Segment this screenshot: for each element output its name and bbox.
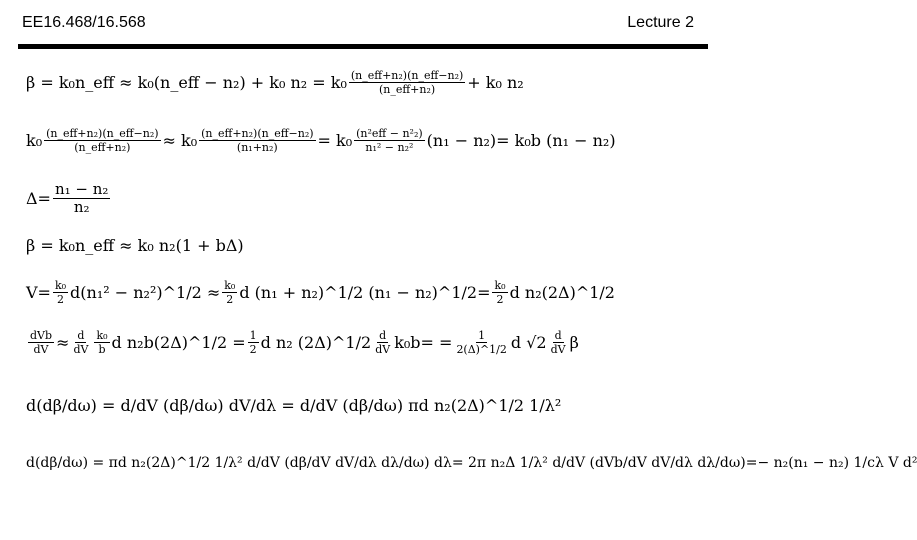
eq6-num5: d [379,329,387,342]
equation-beta-expansion [26,70,524,95]
equation-beta-approx [26,238,244,254]
eq6-den7: dV [550,343,566,356]
eq3-fraction [53,182,110,215]
eq5-mid1: d(n₁² − n₂²)^1/2 ≈ [70,282,221,302]
eq2-num1: (n_eff+n₂)(n_eff−n₂) [46,127,159,140]
eq2-fraction-1 [44,128,160,153]
eq2-fraction-3 [354,128,425,153]
eq6-fraction-3 [94,330,109,355]
eq1-fraction [349,70,465,95]
eq5-fraction-2 [222,280,237,305]
eq2-rhs: (n₁ − n₂)= k₀b (n₁ − n₂) [426,130,616,150]
eq6-num4: 1 [249,329,257,342]
eq6-mid4: k₀b= = [394,332,453,352]
eq6-fraction-2 [71,330,90,355]
eq8-text: d(dβ/dω) = πd n₂(2Δ)^1/2 1/λ² d/dV (dβ/dV dV/dλ dλ/dω) dλ= 2π n₂Δ 1/λ² d/dV (dVb/dV dV/dλ dλ/dω)=− n₂(n₁ − n₂) 1/cλ V d² [26,455,917,471]
eq2-num2: (n_eff+n₂)(n_eff−n₂) [201,127,314,140]
eq5-fraction-1 [53,280,68,305]
eq6-den6: 2(Δ)^1/2 [456,343,507,356]
eq5-mid2: d (n₁ + n₂)^1/2 (n₁ − n₂)^1/2= [239,282,491,302]
eq3-lhs: Δ= [26,188,51,208]
eq6-num2: d [77,329,85,342]
eq5-num3: k₀ [494,279,506,292]
eq2-lhs: k₀ [26,130,43,150]
eq6-fraction-1 [28,330,54,355]
eq5-den1: 2 [57,293,64,306]
eq1-rhs: + k₀ n₂ [467,72,524,92]
eq6-tail: β [569,332,579,352]
eq6-mid1: ≈ [56,332,70,352]
eq3-den: n₂ [73,198,90,216]
eq6-den2: dV [73,343,89,356]
eq3-num: n₁ − n₂ [54,180,109,198]
eq6-den4: 2 [249,343,257,356]
eq5-num1: k₀ [54,279,67,292]
eq6-num3: k₀ [96,329,108,342]
course-code: EE16.468/16.568 [22,14,146,31]
eq7-text: d(dβ/dω) = d/dV (dβ/dω) dV/dλ = d/dV (dβ/dω) πd n₂(2Δ)^1/2 1/λ² [26,396,562,415]
eq6-num1: dVb [30,329,53,342]
equation-delta [26,182,112,215]
eq2-mid1: ≈ k₀ [162,130,198,150]
eq4-text: β = k₀n_eff ≈ k₀ n₂(1 + bΔ) [26,236,244,255]
eq6-fraction-4 [248,330,259,355]
eq2-num3: (n²eff − n²₂) [356,127,423,140]
eq2-den3: n₁² − n₂² [365,141,414,154]
eq6-den3: b [98,343,106,356]
equation-dispersion-1 [26,398,561,414]
eq6-mid2: d n₂b(2Δ)^1/2 = [111,332,246,352]
eq5-den2: 2 [226,293,234,306]
equation-dvb-dv [26,330,579,355]
eq2-mid2: = k₀ [317,130,353,150]
eq6-num6: 1 [478,329,486,342]
eq1-denominator: (n_eff+n₂) [378,83,436,96]
eq1-numerator: (n_eff+n₂)(n_eff−n₂) [350,69,464,82]
eq6-mid3: d n₂ (2Δ)^1/2 [260,332,372,352]
eq6-fraction-7 [549,330,568,355]
equation-dispersion-2 [26,456,917,470]
eq6-den1: dV [33,343,49,356]
eq6-den5: dV [375,343,391,356]
eq5-den3: 2 [496,293,504,306]
equation-v-number [26,280,615,305]
eq2-fraction-2 [199,128,315,153]
eq2-den1: (n_eff+n₂) [74,141,131,154]
eq5-num2: k₀ [224,279,236,292]
lecture-title: Lecture 2 [627,14,694,31]
eq6-fraction-6 [454,330,508,355]
eq6-rhs: d √2 [510,332,547,352]
eq5-lhs: V= [26,282,51,302]
eq6-num7: d [554,329,562,342]
eq2-den2: (n₁+n₂) [236,141,278,154]
eq1-lhs: β = k₀n_eff ≈ k₀(n_eff − n₂) + k₀ n₂ = k₀ [26,72,347,92]
eq6-fraction-5 [373,330,392,355]
eq5-fraction-3 [492,280,507,305]
equation-k0-simplification [26,128,616,153]
header-rule [18,44,708,49]
eq5-rhs: d n₂(2Δ)^1/2 [509,282,615,302]
